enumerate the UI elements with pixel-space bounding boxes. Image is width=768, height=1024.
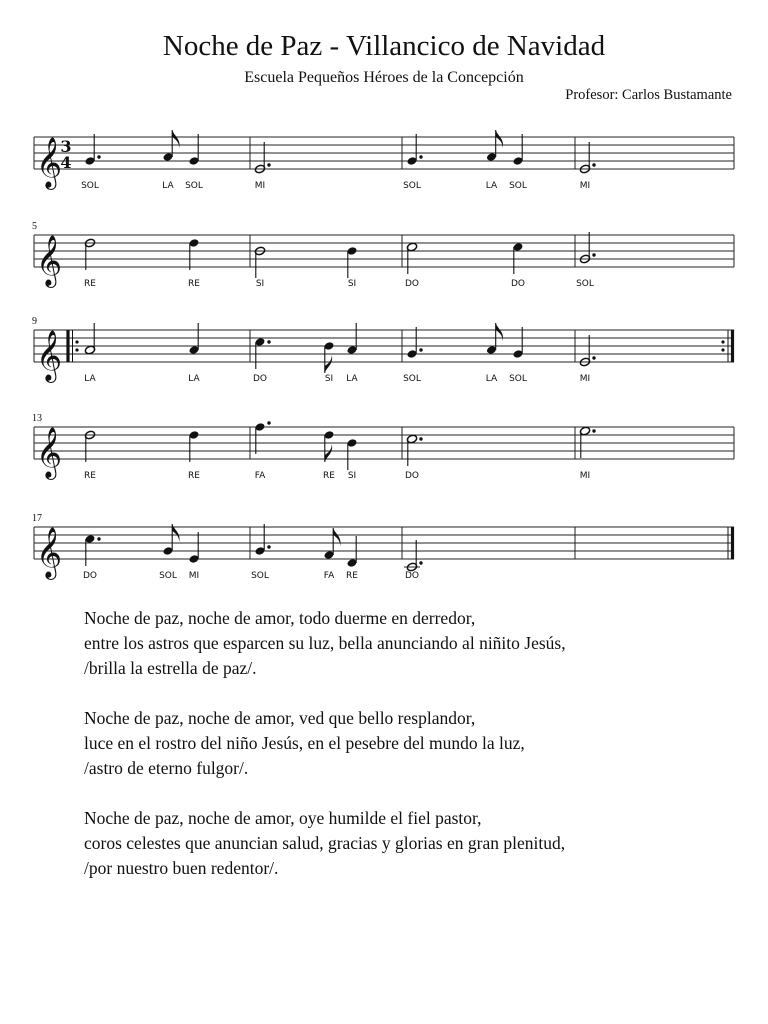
note-name-label: SOL [403, 181, 421, 191]
treble-clef-icon: 𝄞 [36, 235, 63, 286]
note-name-label: LA [162, 181, 174, 191]
measure-number: 5 [32, 221, 37, 232]
note-name-label: FA [323, 571, 335, 581]
note-name-label: RE [188, 279, 200, 289]
note-name-label: FA [254, 471, 266, 481]
note-name-label: SOL [403, 374, 421, 384]
lyrics-line: Noche de paz, noche de amor, oye humilde el fiel pastor, [84, 808, 482, 828]
page-title: Noche de Paz - Villancico de Navidad [162, 30, 606, 62]
lyrics-line: /astro de eterno fulgor/. [84, 758, 249, 778]
augmentation-dot [419, 155, 422, 158]
note-name-label: MI [188, 571, 200, 581]
note-name-label: SOL [159, 571, 177, 581]
note-name-label: SOL [81, 181, 99, 191]
note-name-label: LA [84, 374, 96, 384]
treble-clef-icon: 𝄞 [36, 330, 63, 381]
lyrics-line: Noche de paz, noche de amor, todo duerme en derredor, [84, 608, 476, 628]
augmentation-dot [267, 163, 270, 166]
augmentation-dot [592, 253, 595, 256]
note-name-label: RE [346, 571, 358, 581]
note-name-label: SI [347, 471, 357, 481]
time-signature-bottom: 4 [60, 153, 72, 172]
lyrics-stanza [84, 706, 566, 781]
note-name-label: DO [252, 374, 268, 384]
note-name-label: MI [579, 181, 591, 191]
lyrics-line: /por nuestro buen redentor/. [84, 858, 279, 878]
school-name: Escuela Pequeños Héroes de la Concepción [244, 69, 524, 86]
note-name-label: SOL [509, 374, 527, 384]
augmentation-dot [267, 545, 270, 548]
note-name-label: RE [188, 471, 200, 481]
augmentation-dot [419, 561, 422, 564]
augmentation-dot [592, 429, 595, 432]
note-name-label: DO [82, 571, 98, 581]
lyrics-line: luce en el rostro del niño Jesús, en el pesebre del mundo la luz, [84, 733, 525, 753]
measure-number: 13 [32, 413, 42, 424]
note-name-label: SI [347, 279, 357, 289]
augmentation-dot [97, 155, 100, 158]
repeat-dot [75, 348, 78, 351]
note-name-label: SOL [576, 279, 594, 289]
repeat-dot [721, 340, 724, 343]
augmentation-dot [592, 356, 595, 359]
note-name-label: RE [323, 471, 335, 481]
note-name-label: MI [579, 374, 591, 384]
augmentation-dot [419, 437, 422, 440]
teacher-name: Profesor: Carlos Bustamante [565, 87, 732, 103]
note-name-label: SI [324, 374, 334, 384]
lyrics-line: /brilla la estrella de paz/. [84, 658, 257, 678]
measure-number: 9 [32, 316, 37, 327]
note-name-label: DO [404, 571, 420, 581]
lyrics-line: coros celestes que anuncian salud, gracias y glorias en gran plenitud, [84, 833, 566, 853]
treble-clef-icon: 𝄞 [36, 527, 63, 578]
augmentation-dot [592, 163, 595, 166]
note-name-label: LA [346, 374, 358, 384]
augmentation-dot [267, 340, 270, 343]
note-name-label: RE [84, 279, 96, 289]
note-name-label: DO [510, 279, 526, 289]
note-name-label: LA [485, 181, 498, 191]
note-name-label: SOL [185, 181, 203, 191]
treble-clef-icon: 𝄞 [36, 427, 63, 478]
lyrics [84, 606, 566, 906]
augmentation-dot [97, 537, 100, 540]
note-name-label: RE [84, 471, 96, 481]
augmentation-dot [267, 421, 270, 424]
note-name-label: LA [188, 374, 200, 384]
note-flag [325, 355, 332, 373]
repeat-dot [721, 348, 724, 351]
note-name-label: SI [255, 279, 265, 289]
note-name-label: DO [404, 471, 420, 481]
lyrics-stanza [84, 606, 566, 681]
note-name-label: LA [485, 374, 498, 384]
note-name-label: SOL [251, 571, 269, 581]
time-signature-top: 3 [60, 137, 72, 156]
augmentation-dot [419, 348, 422, 351]
note-name-label: SOL [509, 181, 527, 191]
lyrics-stanza [84, 806, 566, 881]
note-name-label: DO [404, 279, 420, 289]
note-name-label: MI [579, 471, 591, 481]
lyrics-line: entre los astros que esparcen su luz, bella anunciando al niñito Jesús, [84, 633, 566, 653]
treble-clef-icon: 𝄞 [36, 137, 63, 188]
lyrics-line: Noche de paz, noche de amor, ved que bello resplandor, [84, 708, 476, 728]
note-name-label: MI [254, 181, 266, 191]
repeat-dot [75, 340, 78, 343]
measure-number: 17 [32, 513, 42, 524]
